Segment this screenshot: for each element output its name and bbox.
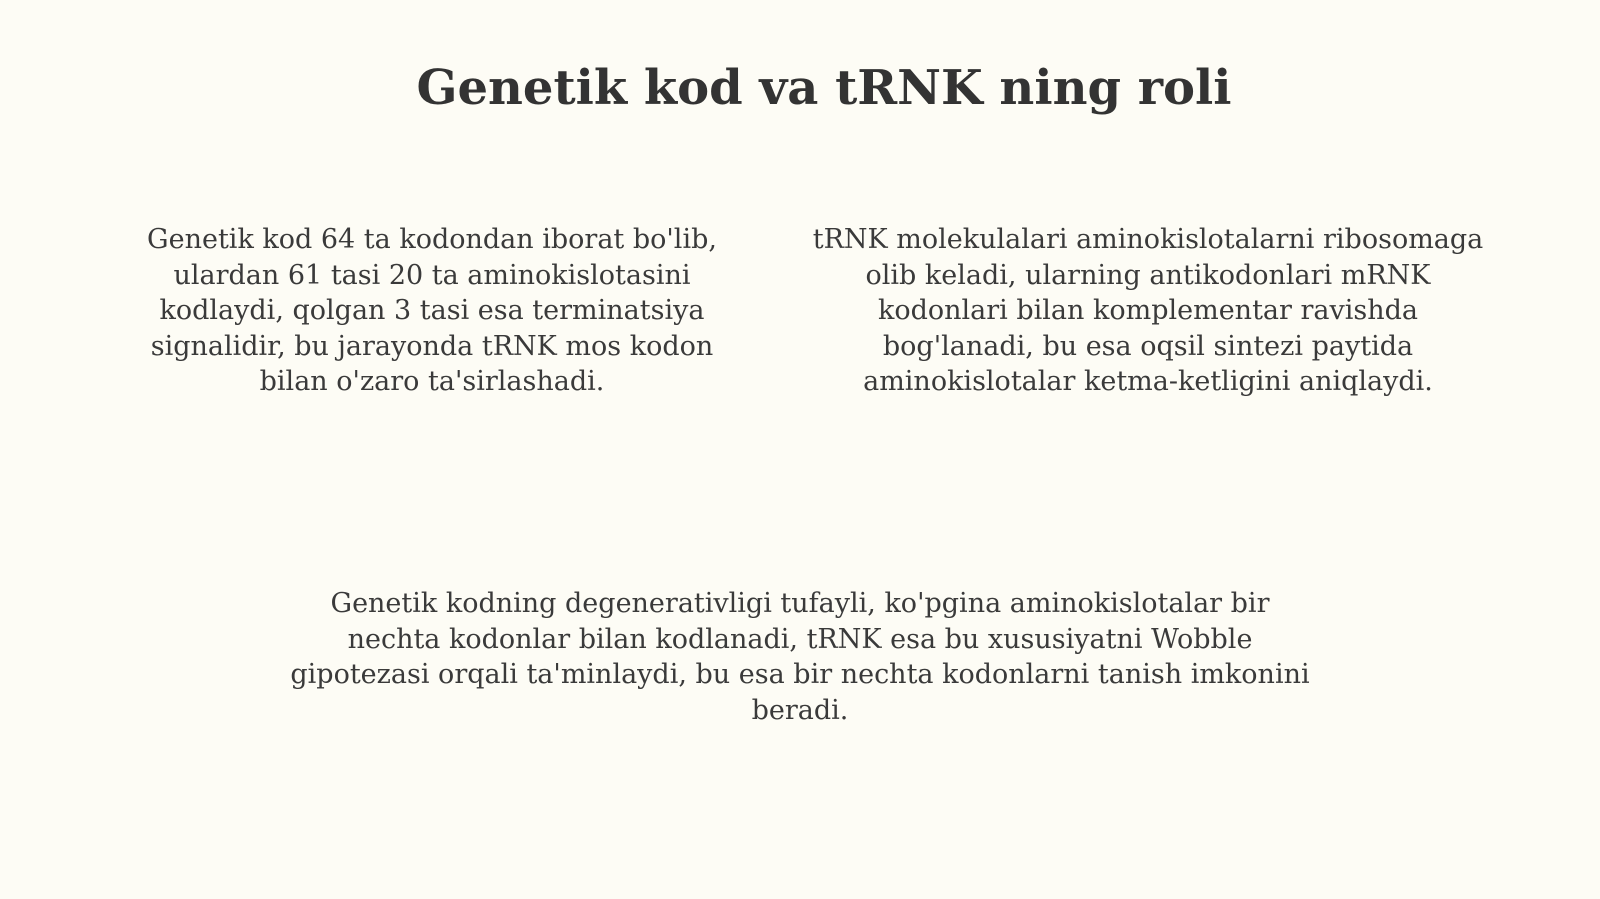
slide-title: Genetik kod va tRNK ning roli	[416, 60, 1232, 116]
paragraph-degeneracy: Genetik kodning degenerativligi tufayli, ko'pgina aminokislotalar bir nechta kodonlar bilan kodlanadi, tRNK esa bu xususiyatni Wobble gipotezasi orqali ta'minlaydi, bu esa bir nechta kodonlarni tanish imkonini beradi.	[290, 588, 1310, 726]
paragraph-trna-molecules: tRNK molekulalari aminokislotalarni ribosomaga olib keladi, ularning antikodonlari mRNK kodonlari bilan komplementar ravishda bog'lanadi, bu esa oqsil sintezi paytida aminokislotalar ketma-ketligini aniqlaydi.	[812, 224, 1484, 397]
paragraph-genetic-code: Genetik kod 64 ta kodondan iborat bo'lib, ulardan 61 tasi 20 ta aminokislotasini kodlaydi, qolgan 3 tasi esa terminatsiya signalidir, bu jarayonda tRNK mos kodon bilan o'zaro ta'sirlashadi.	[147, 224, 717, 397]
